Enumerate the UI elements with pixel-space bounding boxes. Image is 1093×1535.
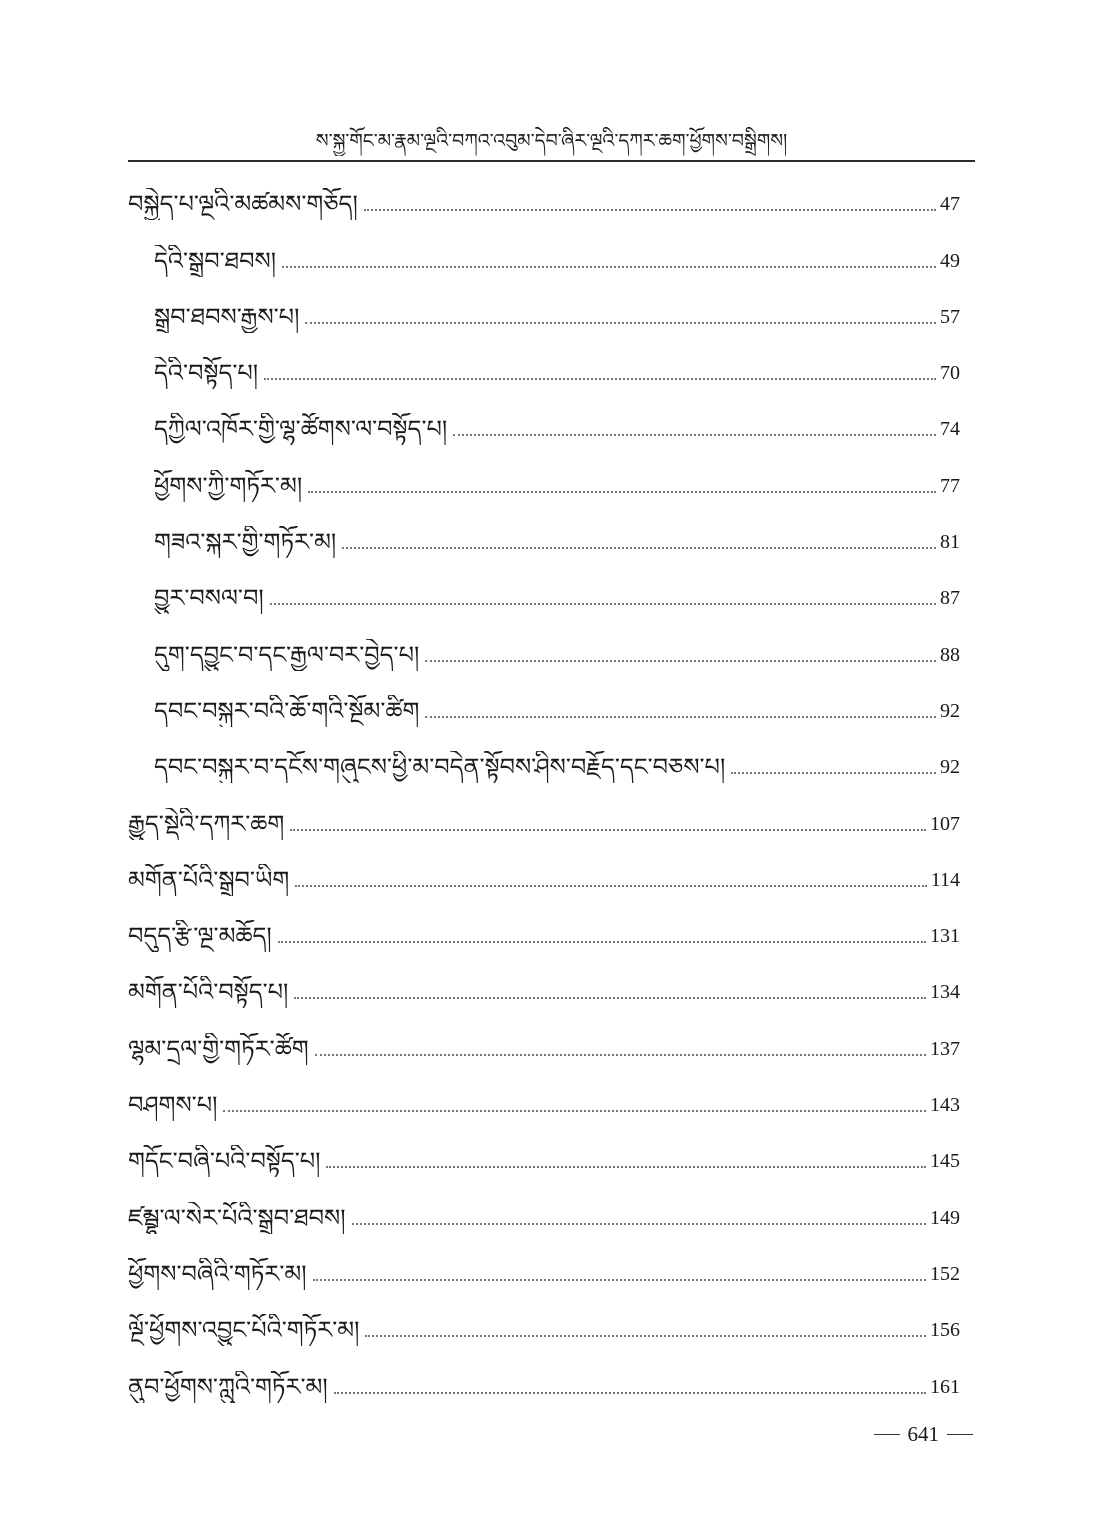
toc-entry bbox=[128, 287, 960, 343]
toc-entry-title: རྒྱུད་སྡེའི་དཀར་ཆག bbox=[128, 809, 285, 838]
toc-entry-page: 81 bbox=[940, 531, 960, 554]
dot-leader bbox=[290, 829, 926, 831]
toc-entry bbox=[128, 1300, 960, 1356]
toc-entry bbox=[128, 343, 960, 399]
toc-entry bbox=[128, 850, 960, 906]
toc-entry-title: གདོང་བཞི་པའི་བསྟོད་པ། bbox=[128, 1147, 321, 1176]
toc-entry-title: ལྷམ་དྲལ་གྱི་གཏོར་ཚོག bbox=[128, 1034, 309, 1063]
toc-entry-page: 49 bbox=[940, 249, 960, 272]
toc-entry bbox=[128, 230, 960, 286]
page-number-value: 641 bbox=[907, 1422, 939, 1446]
toc-entry bbox=[128, 1356, 960, 1412]
dot-leader bbox=[731, 772, 936, 774]
toc-entry-title: དབང་བསྐུར་བ་དངོས་གཞུངས་ཕྱི་མ་བདེན་སྟོབས་ཤིས་བརྗོད་དང་བཅས་པ། bbox=[154, 753, 726, 782]
toc-entry-page: 134 bbox=[930, 981, 960, 1004]
dot-leader bbox=[305, 322, 936, 324]
dot-leader bbox=[326, 1166, 926, 1168]
toc-entry-page: 88 bbox=[940, 643, 960, 666]
toc-entry-title: བཤགས་པ། bbox=[128, 1091, 218, 1120]
toc-entry-title: ཕྱོགས་ཀྱི་གཏོར་མ། bbox=[154, 471, 303, 500]
dash-left bbox=[874, 1434, 900, 1435]
toc-entry bbox=[128, 1018, 960, 1074]
toc-entry-page: 77 bbox=[940, 474, 960, 497]
toc-entry-page: 92 bbox=[940, 756, 960, 779]
toc-entry-page: 47 bbox=[940, 193, 960, 216]
toc-entry-title: གཟའ་སྐར་གྱི་གཏོར་མ། bbox=[154, 528, 337, 557]
dot-leader bbox=[278, 941, 926, 943]
toc-entry bbox=[128, 737, 960, 793]
toc-entry-title: ནུབ་ཕྱོགས་ཀླུའི་གཏོར་མ། bbox=[128, 1372, 328, 1401]
dot-leader bbox=[270, 603, 936, 605]
header-rule bbox=[128, 160, 975, 162]
toc-entry-page: 145 bbox=[930, 1150, 960, 1173]
dot-leader bbox=[315, 1054, 926, 1056]
dot-leader bbox=[223, 1110, 926, 1112]
toc-entry bbox=[128, 1075, 960, 1131]
toc-entry bbox=[128, 681, 960, 737]
toc-entry-title: དབང་བསྐུར་བའི་ཆོ་གའི་སྔོམ་ཚིག bbox=[154, 696, 420, 725]
dot-leader bbox=[352, 1223, 926, 1225]
toc-entry-page: 149 bbox=[930, 1206, 960, 1229]
toc-entry-page: 156 bbox=[930, 1319, 960, 1342]
toc-entry bbox=[128, 1244, 960, 1300]
toc-entry-page: 161 bbox=[930, 1375, 960, 1398]
toc-entry-page: 143 bbox=[930, 1094, 960, 1117]
toc-entry bbox=[128, 624, 960, 680]
dot-leader bbox=[282, 266, 936, 268]
dot-leader bbox=[264, 378, 936, 380]
toc-entry bbox=[128, 906, 960, 962]
toc-entry bbox=[128, 174, 960, 230]
dot-leader bbox=[334, 1392, 926, 1394]
toc-entry bbox=[128, 793, 960, 849]
dot-leader bbox=[364, 209, 936, 211]
toc-entry bbox=[128, 512, 960, 568]
toc-entry bbox=[128, 1187, 960, 1243]
running-header: ས་སྐྱ་གོང་མ་རྣམ་ལྔའི་བཀའ་འབུམ་དེབ་ཞིར་ལྔའི་དཀར་ཆག་ཕྱོགས་བསྒྲིགས། bbox=[315, 130, 788, 152]
toc-entry-page: 107 bbox=[930, 812, 960, 835]
toc-entry-title: དཀྱིལ་འཁོར་གྱི་ལྷ་ཚོགས་ལ་བསྟོད་པ། bbox=[154, 415, 448, 444]
toc-entry-page: 131 bbox=[930, 925, 960, 948]
toc-entry-page: 114 bbox=[930, 868, 960, 891]
dot-leader bbox=[425, 716, 936, 718]
toc-entry-page: 70 bbox=[940, 362, 960, 385]
dot-leader bbox=[342, 547, 936, 549]
dot-leader bbox=[365, 1335, 926, 1337]
dash-right bbox=[947, 1434, 973, 1435]
toc-entry-title: ཛམྦྷ་ལ་སེར་པོའི་སྒྲུབ་ཐབས། bbox=[128, 1203, 346, 1232]
toc-entry-title: བྱུར་བསལ་བ། bbox=[154, 584, 264, 613]
toc-entry-title: སྒྲུབ་ཐབས་རྒྱས་པ། bbox=[154, 302, 300, 331]
toc-entry bbox=[128, 962, 960, 1018]
toc-entry bbox=[128, 399, 960, 455]
toc-entry-title: དུག་དབྱུང་བ་དང་རྒྱལ་བར་བྱེད་པ། bbox=[154, 640, 420, 669]
dot-leader bbox=[453, 434, 936, 436]
toc-entry-page: 152 bbox=[930, 1262, 960, 1285]
toc-entry-page: 92 bbox=[940, 699, 960, 722]
toc-entry bbox=[128, 1131, 960, 1187]
page-number bbox=[874, 1420, 974, 1448]
toc-entry-title: མགོན་པོའི་བསྟོད་པ། bbox=[128, 978, 289, 1007]
toc-entry-title: མགོན་པོའི་སྒྲུབ་ཡིག bbox=[128, 865, 290, 894]
toc-entry-page: 74 bbox=[940, 418, 960, 441]
table-of-contents bbox=[128, 174, 960, 1413]
toc-entry-title: ལྔོ་ཕྱོགས་འབྱུང་པོའི་གཏོར་མ། bbox=[128, 1316, 360, 1345]
dot-leader bbox=[308, 491, 936, 493]
toc-entry-title: བདུད་རྩི་ལྔ་མཆོད། bbox=[128, 922, 272, 951]
toc-entry-page: 87 bbox=[940, 587, 960, 610]
dot-leader bbox=[313, 1279, 926, 1281]
dot-leader bbox=[425, 660, 936, 662]
dot-leader bbox=[295, 885, 926, 887]
toc-entry-title: དེའི་སྒྲུབ་ཐབས། bbox=[154, 246, 277, 275]
toc-entry-title: བསྐྱེད་པ་ལྔའི་མཚམས་གཅོད། bbox=[128, 190, 358, 219]
toc-entry bbox=[128, 568, 960, 624]
toc-entry-page: 137 bbox=[930, 1037, 960, 1060]
toc-entry-title: ཕྱོགས་བཞིའི་གཏོར་མ། bbox=[128, 1259, 307, 1288]
dot-leader bbox=[294, 997, 926, 999]
toc-entry bbox=[128, 455, 960, 511]
toc-entry-title: དེའི་བསྟོད་པ། bbox=[154, 359, 259, 388]
toc-entry-page: 57 bbox=[940, 305, 960, 328]
